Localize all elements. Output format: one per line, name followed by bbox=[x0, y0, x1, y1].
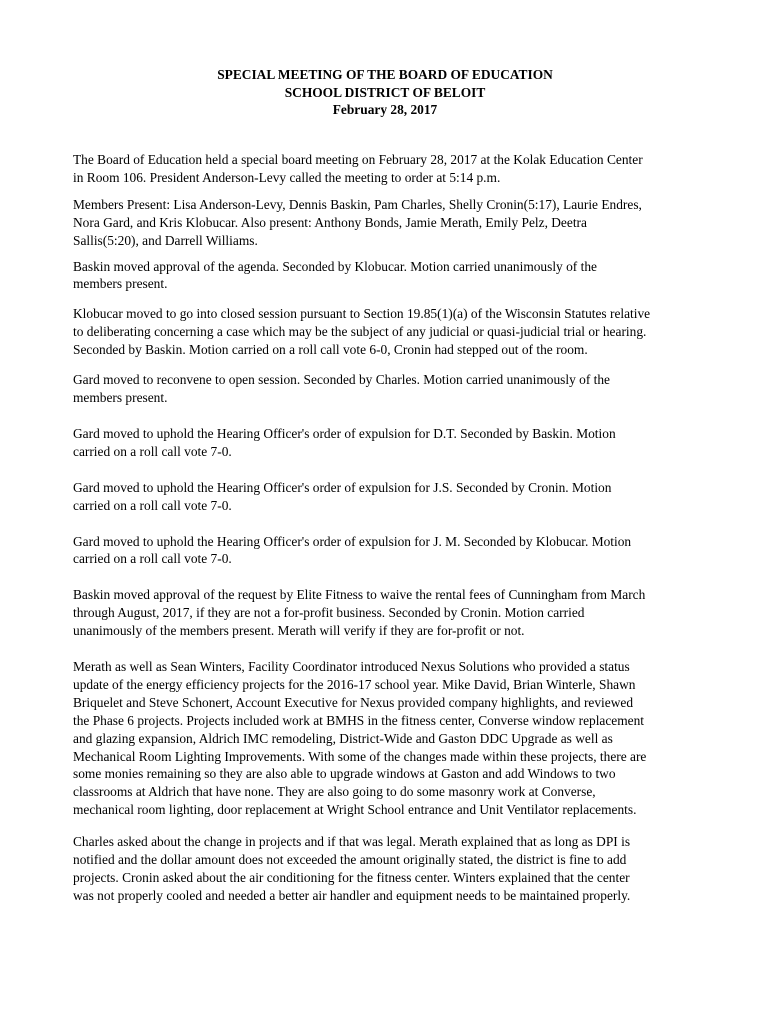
paragraph-line: through August, 2017, if they are not a for-profit business. Seconded by Cronin. Motion carried bbox=[73, 605, 585, 621]
paragraph-line: Merath as well as Sean Winters, Facility Coordinator introduced Nexus Solutions who provided a status bbox=[73, 659, 630, 675]
paragraph bbox=[73, 533, 733, 569]
paragraph bbox=[73, 151, 733, 187]
paragraph-line: Baskin moved approval of the request by Elite Fitness to waive the rental fees of Cunningham from March bbox=[73, 587, 646, 603]
paragraph bbox=[73, 196, 733, 250]
paragraph bbox=[73, 258, 733, 294]
header-title: SPECIAL MEETING OF THE BOARD OF EDUCATION bbox=[217, 67, 553, 82]
paragraph-line: carried on a roll call vote 7-0. bbox=[73, 551, 232, 567]
paragraph-line: Seconded by Baskin. Motion carried on a roll call vote 6-0, Cronin had stepped out of the room. bbox=[73, 342, 588, 358]
paragraph bbox=[73, 371, 733, 407]
paragraph bbox=[73, 425, 733, 461]
paragraph-line: was not properly cooled and needed a better air handler and equipment needs to be maintained properly. bbox=[73, 887, 631, 903]
header-date: February 28, 2017 bbox=[332, 102, 438, 117]
paragraph-line: Gard moved to uphold the Hearing Officer's order of expulsion for J.S. Seconded by Cronin. Motion bbox=[73, 479, 612, 495]
paragraph-line: in Room 106. President Anderson-Levy called the meeting to order at 5:14 p.m. bbox=[73, 169, 501, 185]
paragraph-line: Nora Gard, and Kris Klobucar. Also present: Anthony Bonds, Jamie Merath, Emily Pelz, Deetra bbox=[73, 214, 587, 230]
paragraph-line: Gard moved to reconvene to open session. Seconded by Charles. Motion carried unanimously of the bbox=[73, 372, 610, 388]
document-header bbox=[0, 66, 770, 119]
paragraph-line: Baskin moved approval of the agenda. Seconded by Klobucar. Motion carried unanimously of the bbox=[73, 258, 597, 274]
paragraph-line: update of the energy efficiency projects for the 2016-17 school year. Mike David, Brian Winterle, Shawn bbox=[73, 676, 636, 692]
paragraph bbox=[73, 586, 733, 640]
paragraph-line: The Board of Education held a special board meeting on February 28, 2017 at the Kolak Education Center bbox=[73, 152, 643, 167]
paragraph-line: Gard moved to uphold the Hearing Officer's order of expulsion for D.T. Seconded by Baskin. Motion bbox=[73, 425, 616, 441]
paragraph-line: Briquelet and Steve Schonert, Account Executive for Nexus provided company highlights, and reviewed bbox=[73, 694, 634, 710]
paragraph-line: projects. Cronin asked about the air conditioning for the fitness center. Winters explained that the center bbox=[73, 870, 630, 885]
paragraph-line: and glazing expansion, Aldrich IMC remodeling, District-Wide and Gaston DDC Upgrade as well as bbox=[73, 730, 613, 746]
header-district: SCHOOL DISTRICT OF BELOIT bbox=[284, 84, 486, 100]
paragraph bbox=[73, 658, 733, 819]
paragraph-line: Mechanical Room Lighting Improvements. With some of the changes made within these projects, there are bbox=[73, 748, 647, 764]
paragraph-line: Gard moved to uphold the Hearing Officer's order of expulsion for J. M. Seconded by Klobucar. Motion bbox=[73, 533, 632, 549]
paragraph-line: members present. bbox=[73, 276, 168, 292]
paragraph-line: unanimously of the members present. Merath will verify if they are for-profit or not. bbox=[73, 623, 525, 639]
paragraph bbox=[73, 305, 733, 359]
paragraph-line: classrooms at Aldrich that have none. They are also going to do some masonry work at Converse, bbox=[73, 784, 596, 800]
paragraph-line: Sallis(5:20), and Darrell Williams. bbox=[73, 232, 258, 248]
paragraph bbox=[73, 833, 733, 905]
paragraph bbox=[73, 479, 733, 515]
paragraph-line: some monies remaining so they are also able to upgrade windows at Gaston and add Windows to two bbox=[73, 766, 616, 782]
paragraph-line: mechanical room lighting, door replacement at Wright School entrance and Unit Ventilator replacements. bbox=[73, 802, 637, 818]
paragraph-line: carried on a roll call vote 7-0. bbox=[73, 497, 232, 513]
paragraph-line: members present. bbox=[73, 389, 168, 405]
document-body bbox=[73, 151, 733, 905]
paragraph-line: the Phase 6 projects. Projects included work at BMHS in the fitness center, Converse window replacement bbox=[73, 712, 645, 728]
paragraph-line: to deliberating concerning a case which may be the subject of any judicial or quasi-judicial trial or hearing. bbox=[73, 324, 647, 340]
paragraph-line: notified and the dollar amount does not exceeded the amount originally stated, the district is fine to add bbox=[73, 852, 627, 868]
paragraph-line: Charles asked about the change in projects and if that was legal. Merath explained that as long as DPI is bbox=[73, 834, 631, 850]
paragraph-line: Members Present: Lisa Anderson-Levy, Dennis Baskin, Pam Charles, Shelly Cronin(5:17), Laurie Endres, bbox=[73, 196, 642, 212]
paragraph-line: carried on a roll call vote 7-0. bbox=[73, 443, 232, 459]
paragraph-line: Klobucar moved to go into closed session pursuant to Section 19.85(1)(a) of the Wisconsin Statutes relative bbox=[73, 306, 651, 322]
